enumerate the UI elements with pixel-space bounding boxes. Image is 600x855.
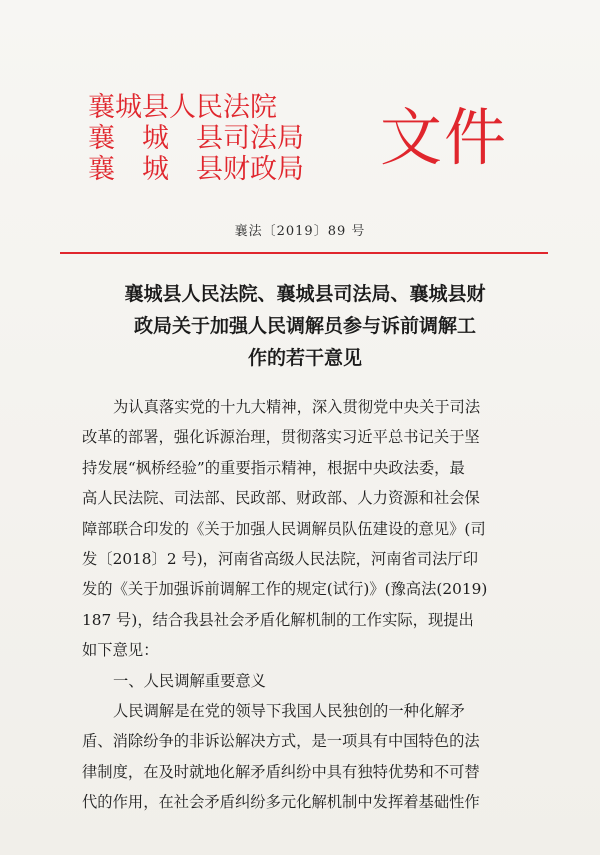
title-line: 政局关于加强人民调解员参与诉前调解工 xyxy=(133,315,476,337)
body-line: 代的作用，在社会矛盾纠纷多元化解机制中发挥着基础性作 xyxy=(82,793,480,812)
issuer-justice-bureau: 襄 城 县司法局 xyxy=(88,123,304,154)
body-line: 改革的部署，强化诉源治理，贯彻落实习近平总书记关于坚 xyxy=(82,428,480,447)
red-separator-line xyxy=(60,252,548,254)
title-line: 作的若干意见 xyxy=(247,347,362,369)
body-line: 盾、消除纷争的非诉讼解决方式，是一项具有中国特色的法 xyxy=(82,732,480,751)
body-line: 人民调解是在党的领导下我国人民独创的一种化解矛 xyxy=(113,702,465,721)
issuer-court: 襄城县人民法院 xyxy=(88,92,277,123)
section-heading: 一、人民调解重要意义 xyxy=(113,671,266,690)
body-line: 高人民法院、司法部、民政部、财政部、人力资源和社会保 xyxy=(82,489,480,508)
issuing-agencies xyxy=(88,92,358,185)
body-line: 律制度，在及时就地化解矛盾纠纷中具有独特优势和不可替 xyxy=(82,762,480,781)
body-line: 187 号)，结合我县社会矛盾化解机制的工作实际，现提出 xyxy=(82,610,474,629)
body-line: 为认真落实党的十九大精神，深入贯彻党中央关于司法 xyxy=(113,398,481,416)
body-line: 发的《关于加强诉前调解工作的规定(试行)》(豫高法(2019) xyxy=(82,580,488,599)
document-number: 襄法〔2019〕89 号 xyxy=(234,224,366,239)
document-title xyxy=(70,278,540,374)
red-header xyxy=(88,92,548,187)
body-line: 持发展“枫桥经验”的重要指示精神，根据中央政法委，最 xyxy=(82,458,465,477)
document-body xyxy=(82,392,522,818)
body-line: 如下意见： xyxy=(82,641,159,660)
issuer-finance-bureau: 襄 城 县财政局 xyxy=(88,154,304,185)
body-line: 发〔2018〕2 号)，河南省高级人民法院，河南省司法厅印 xyxy=(82,550,479,569)
body-line: 障部联合印发的《关于加强人民调解员队伍建设的意见》(司 xyxy=(82,519,486,538)
document-type-label: 文件 xyxy=(380,101,509,174)
title-line: 襄城县人民法院、襄城县司法局、襄城县财 xyxy=(124,283,486,305)
